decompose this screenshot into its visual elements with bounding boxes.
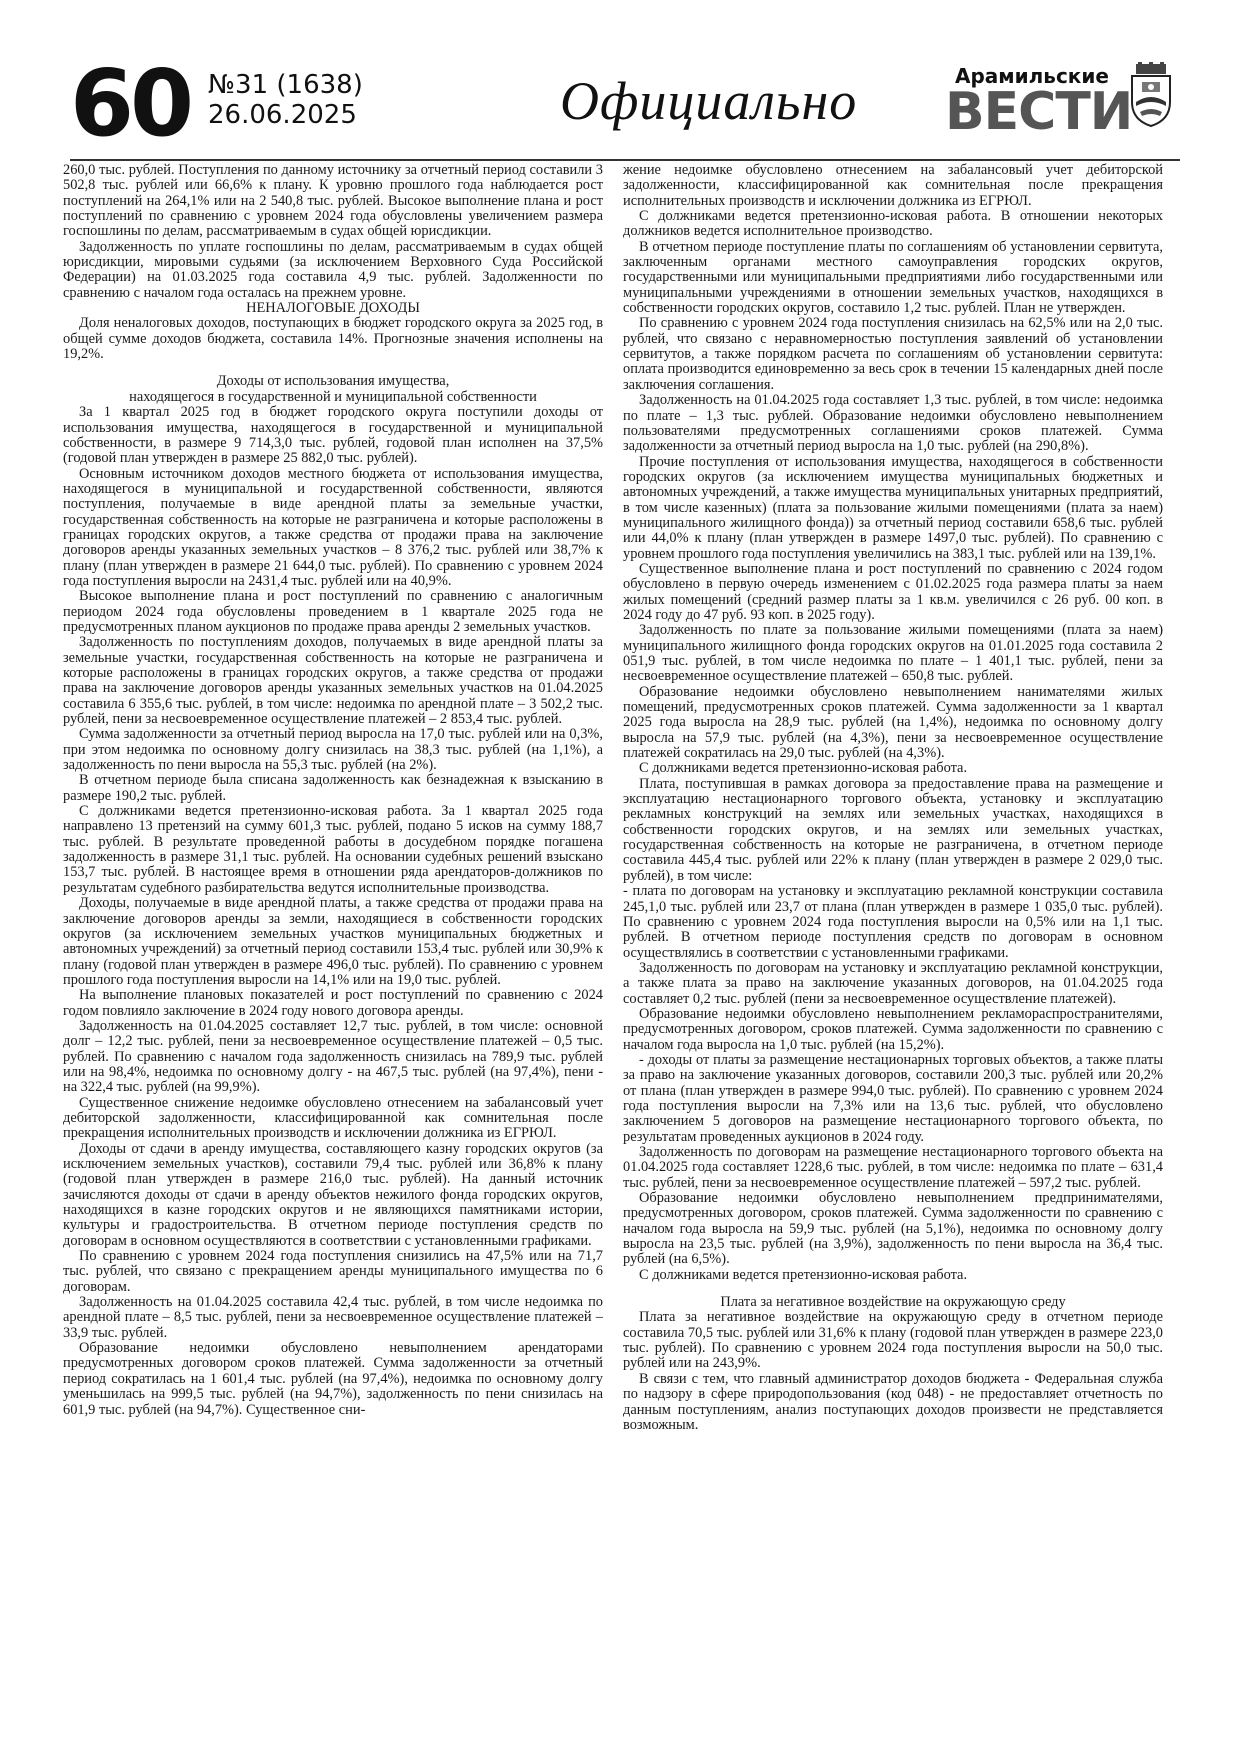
article-paragraph: Образование недоимки обусловлено невыполнением предпринимателями, предусмотренных договором, сроков платежей. Сумма задолженности по сравнению с началом года выросла на 59,9 тыс. рублей (на 5,1%), недоимка по основному долгу выросла на 23,5 тыс. рублей (на 3,9%), задолженность по пени выросла на 36,4 тыс. рублей (на 6,5%). <box>623 1190 1163 1268</box>
article-paragraph: Существенное снижение недоимке обусловлено отнесением на забалансовый учет дебиторской задолженности, классифицированной как сомнительная после прекращения исполнительных производств и исключении должника из ЕГРЮЛ. <box>63 1094 603 1142</box>
article-paragraph: Сумма задолженности за отчетный период выросла на 17,0 тыс. рублей или на 0,3%, при этом недоимка по основному долгу снизилась на 38,3 тыс. рублей (на 1,1%), а задолженность по пени выросла на 55,3 тыс. рублей (на 2%). <box>63 726 603 774</box>
section-title: Официально <box>560 71 858 131</box>
section-heading-nontax: НЕНАЛОГОВЫЕ ДОХОДЫ <box>246 300 420 317</box>
article-paragraph: Задолженность по поступлениям доходов, получаемых в виде арендной платы за земельные участки, государственная собственность на которые не разграничена и которые расположены в границах городских округов, а также средства от продажи права на заключение договоров аренды указанных земельных участков на 01.04.2025 составила 6 355,6 тыс. рублей, в том числе: недоимка по арендной плате – 3 502,2 тыс. рублей, пени за несвоевременное осуществление платежей – 2 853,4 тыс. рублей. <box>63 634 603 728</box>
section-heading-property: Доходы от использования имущества, <box>216 373 450 390</box>
article-paragraph: По сравнению с уровнем 2024 года поступления снизились на 47,5% или на 71,7 тыс. рублей, что связано с прекращением аренды муниципального имущества по 6 договорам. <box>63 1248 603 1295</box>
article-paragraph: С должниками ведется претензионно-исковая работа. В отношении некоторых должников ведется исполнительное производство. <box>623 208 1163 240</box>
article-paragraph: Доходы, получаемые в виде арендной платы, а также средства от продажи права на заключение договоров аренды за земли, находящиеся в собственности городских округов (за исключением земельных участков муниципальных бюджетных и автономных учреждений) за отчетный период составили 153,4 тыс. рублей или 30,9% к плану (годовой план утвержден в размере 496,0 тыс. рублей). По сравнению с уровнем прошлого года поступления выросли на 14,1% или на 19,0 тыс. рублей. <box>63 895 603 988</box>
article-paragraph: Существенное выполнение плана и рост поступлений по сравнению с 2024 годом обусловлено в первую очередь изменением с 01.02.2025 года размера платы за наем жилых помещений (средний размер платы за 1 кв.м. увеличился с 26 руб. 00 коп. в 2024 году до 47 руб. 93 коп. в 2025 году). <box>623 560 1163 623</box>
article-paragraph: В отчетном периоде была списана задолженность как безнадежная к взысканию в размере 190,2 тыс. рублей. <box>63 772 603 804</box>
section-heading-environment: Плата за негативное воздействие на окружающую среду <box>720 1294 1066 1311</box>
article-paragraph: Задолженность по плате за пользование жилыми помещениями (плата за наем) муниципального жилищного фонда городских округов на 01.01.2025 года составила 2 051,9 тыс. рублей, в том числе недоимка по плате – 1 401,1 тыс. рублей, пени за несвоевременное осуществление платежей – 650,8 тыс. рублей. <box>623 622 1163 685</box>
right-column <box>623 163 1163 1433</box>
newspaper-logo <box>945 62 1180 146</box>
issue-info <box>208 70 363 130</box>
article-paragraph: Задолженность по уплате госпошлины по делам, рассматриваемым в судах общей юрисдикции, мировыми судьями (за исключением Верховного Суда Российской Федерации) на 01.03.2025 года составила 4,9 тыс. рублей. Задолженности по сравнению с началом года осталась на прежнем уровне. <box>63 238 603 301</box>
left-column <box>63 163 603 1418</box>
logo-small-text: Арамильские <box>955 64 1109 88</box>
section-heading-property-sub: находящегося в государственной и муниципальной собственности <box>129 388 537 405</box>
city-crest-icon <box>1128 62 1174 128</box>
header-divider <box>70 159 1180 161</box>
article-paragraph: На выполнение плановых показателей и рост поступлений по сравнению с 2024 годом повлияло заключение в 2024 году нового договора аренды. <box>63 987 603 1019</box>
article-paragraph: С должниками ведется претензионно-исковая работа. За 1 квартал 2025 года направлено 13 претензий на сумму 601,3 тыс. рублей, подано 5 исков на сумму 188,7 тыс. рублей. В результате проведенной работы в досудебном порядке погашена задолженность в размере 31,1 тыс. рублей. На основании судебных решений взыскано 153,7 тыс. рублей. В настоящее время в отношении ряда арендаторов-должников по результатам судебного разбирательства ведутся исполнительные производства. <box>63 803 603 896</box>
article-paragraph: По сравнению с уровнем 2024 года поступления снизилась на 62,5% или на 2,0 тыс. рублей, что связано с неравномерностью поступления заявлений об установлении сервитутов, а также порядком расчета по соглашениям об установлении сервитута: оплата производится единовременно за весь срок в течении 15 календарных дней после заключения соглашения. <box>623 315 1163 393</box>
article-paragraph: С должниками ведется претензионно-исковая работа. <box>639 1266 968 1283</box>
article-paragraph: Образование недоимки обусловлено невыполнением нанимателями жилых помещений, предусмотренных сроков платежей. Сумма задолженности за 1 квартал 2025 года выросла на 28,9 тыс. рублей (на 1,4%), недоимка по основному долгу выросла на 57,9 тыс. рублей (на 4,3%), пени за несвоевременное осуществление платежей сократилась на 29,0 тыс. рублей (на 4,3%). <box>623 683 1163 762</box>
article-paragraph: Задолженность по договорам на установку и эксплуатацию рекламной конструкции, а также плата за право на заключение указанных договоров, на 01.04.2025 года составляет 0,2 тыс. рублей (пени за несвоевременное осуществление платежей). <box>623 959 1163 1007</box>
article-paragraph: В связи с тем, что главный администратор доходов бюджета - Федеральная служба по надзору в сфере природопользования (код 048) - не предоставляет отчетность по данным поступлениям, анализ поступающих доходов произвести не представляется возможным. <box>623 1370 1163 1433</box>
logo-big-text: ВЕСТИ <box>945 82 1133 142</box>
article-paragraph: Задолженность на 01.04.2025 составляет 12,7 тыс. рублей, в том числе: основной долг – 12,2 тыс. рублей, пени за несвоевременное осуществление платежей – 0,5 тыс. рублей. По сравнению с началом года задолженность снизилась на 789,9 тыс. рублей или на 98,4%, недоимка по основному долгу - на 467,5 тыс. рублей (на 97,4%), пени - на 322,4 тыс. рублей (на 99,9%). <box>63 1017 603 1096</box>
article-paragraph: жение недоимке обусловлено отнесением на забалансовый учет дебиторской задолженности, классифицированной как сомнительная после прекращения исполнительных производств и исключении должника из ЕГРЮЛ. <box>623 162 1163 209</box>
article-paragraph: Высокое выполнение плана и рост поступлений по сравнению с аналогичным периодом 2024 года обусловлены проведением в 1 квартале 2025 года не предусмотренных планом аукционов по продаже права аренды 2 земельных участков. <box>63 588 603 635</box>
issue-date: 26.06.2025 <box>208 100 357 130</box>
article-paragraph: Задолженность на 01.04.2025 года составляет 1,3 тыс. рублей, в том числе: недоимка по плате – 1,3 тыс. рублей. Образование недоимки обусловлено невыполнением пользователями предусмотренных соглашениями сроков платежей. Сумма задолженности за отчетный период выросла на 1,0 тыс. рублей (на 290,8%). <box>623 392 1163 455</box>
article-paragraph: Доля неналоговых доходов, поступающих в бюджет городского округа за 2025 год, в общей сумме доходов бюджета, составила 14%. Прогнозные значения исполнены на 19,2%. <box>63 315 603 363</box>
article-paragraph: Образование недоимки обусловлено невыполнением рекламораспространителями, предусмотренных договором, сроков платежей. Сумма задолженности по сравнению с началом года выросла на 1,0 тыс. рублей (на 15,2%). <box>623 1005 1163 1053</box>
article-paragraph: - плата по договорам на установку и эксплуатацию рекламной конструкции составила 245,1,0 тыс. рублей или 23,7 от плана (план утвержден в размере 1 035,0 тыс. рублей). По сравнению с уровнем 2024 года поступления выросли на 0,5% или на 1,1 тыс. рублей. В отчетном периоде поступления средств по договорам в основном осуществлялись в соответствии с установленными графиками. <box>623 883 1163 961</box>
issue-number: №31 (1638) <box>208 70 363 100</box>
article-paragraph: Плата за негативное воздействие на окружающую среду в отчетном периоде составила 70,5 тыс. рублей или 31,6% к плану (годовой план утвержден в размере 223,0 тыс. рублей). По сравнению с уровнем 2024 года поступления выросли на 50,0 тыс. рублей или на 243,9%. <box>623 1309 1163 1372</box>
article-paragraph: Доходы от сдачи в аренду имущества, составляющего казну городских округов (за исключением земельных участков), составили 79,4 тыс. рублей или 36,8% к плану (годовой план утвержден в размере 216,0 тыс. рублей). На данный источник зачисляются доходы от сдачи в аренду объектов нежилого фонда городских округов, находящихся в казне городских округов и не являющихся памятниками истории, культуры и градостроительства. В отчетном периоде поступления средств по договорам в основном осуществляются в соответствии с установленными графиками. <box>63 1140 603 1249</box>
page-header <box>70 50 1180 157</box>
page-number: 60 <box>70 50 191 157</box>
article-paragraph: Основным источником доходов местного бюджета от использования имущества, находящегося в муниципальной и государственной собственности, являются поступления, получаемые в виде арендной платы за земельные участки, государственная собственность на которые не разграничена и которые расположены в границах городских округов, а также средства от продажи права на заключение договоров аренды указанных земельных участков – 8 376,2 тыс. рублей или 38,7% к плану (план утвержден в размере 21 644,0 тыс. рублей). По сравнению с уровнем 2024 года поступления выросли на 2431,4 тыс. рублей или на 40,9%. <box>63 465 603 589</box>
article-paragraph: Образование недоимки обусловлено невыполнением арендаторами предусмотренных договором сроков платежей. Сумма задолженности за отчетный период сократилась на 1 601,4 тыс. рублей (на 97,4%), недоимка по основному долгу уменьшилась на 999,5 тыс. рублей (на 94,7%), задолженность по пени снизилась на 601,9 тыс. рублей (на 94,7%). Существенное сни- <box>63 1340 603 1418</box>
article-paragraph: 260,0 тыс. рублей. Поступления по данному источнику за отчетный период составили 3 502,8 тыс. рублей или 66,6% к плану. К уровню прошлого года наблюдается рост поступлений на 264,1% или на 2 540,8 тыс. рублей. Высокое выполнение плана и рост поступлений по сравнению с уровнем 2024 года обусловлены увеличением размера госпошлины по делам, рассматриваемым в судах общей юрисдикции. <box>63 162 603 240</box>
article-paragraph: С должниками ведется претензионно-исковая работа. <box>639 760 968 777</box>
article-paragraph: Задолженность на 01.04.2025 составила 42,4 тыс. рублей, в том числе недоимка по арендной плате – 8,5 тыс. рублей, пени за несвоевременное осуществление платежей – 33,9 тыс. рублей. <box>63 1294 603 1341</box>
article-paragraph: Задолженность по договорам на размещение нестационарного торгового объекта на 01.04.2025 года составляет 1228,6 тыс. рублей, в том числе: недоимка по плате – 631,4 тыс. рублей, пени за несвоевременное осуществление платежей – 597,2 тыс. рублей. <box>623 1144 1163 1191</box>
article-paragraph: В отчетном периоде поступление платы по соглашениям об установлении сервитута, заключенным органами местного самоуправления городских округов, государственными или муниципальными предприятиями либо государственными или муниципальными учреждениями в отношении земельных участков, находящихся в собственности городских округов, составило 1,2 тыс. рублей. План не утвержден. <box>623 238 1163 317</box>
article-paragraph: За 1 квартал 2025 год в бюджет городского округа поступили доходы от использования имущества, находящегося в государственной и муниципальной собственности, в размере 9 714,3,0 тыс. рублей, годовой план исполнен на 37,5% (годовой план утвержден в размере 25 882,0 тыс. рублей). <box>63 404 603 467</box>
article-paragraph: Плата, поступившая в рамках договора за предоставление права на размещение и эксплуатацию нестационарного торгового объекта, установку и эксплуатацию рекламных конструкций на землях или земельных участках, находящихся в собственности городских округов, и на землях или земельных участках, государственная собственность на которые не разграничена, в отчетном периоде составила 445,4 тыс. рублей или 22% к плану (план утвержден в размере 2 029,0 тыс. рублей), в том числе: <box>623 775 1163 884</box>
article-paragraph: - доходы от платы за размещение нестационарных торговых объектов, а также платы за право на заключение указанных договоров, составили 200,3 тыс. рублей или 20,2% от плана (план утвержден в размере 994,0 тыс. рублей). По сравнению с уровнем 2024 года поступления выросли на 7,3% или на 13,6 тыс. рублей, что обусловлено заключением 5 договоров на размещение нестационарного торгового объекта, по результатам проведенных аукционов в 2024 году. <box>623 1051 1163 1145</box>
article-paragraph: Прочие поступления от использования имущества, находящегося в собственности городских округов (за исключением имущества муниципальных бюджетных и автономных учреждений, а также имущества муниципальных унитарных предприятий, в том числе казенных) (плата за пользование жилыми помещениями (плата за наем) муниципального жилищного фонда)) за отчетный период составили 658,6 тыс. рублей или 44,0% к плану (план утвержден в размере 1497,0 тыс. рублей). По сравнению с уровнем прошлого года поступления увеличились на 383,1 тыс. рублей или на 139,1%. <box>623 453 1163 562</box>
